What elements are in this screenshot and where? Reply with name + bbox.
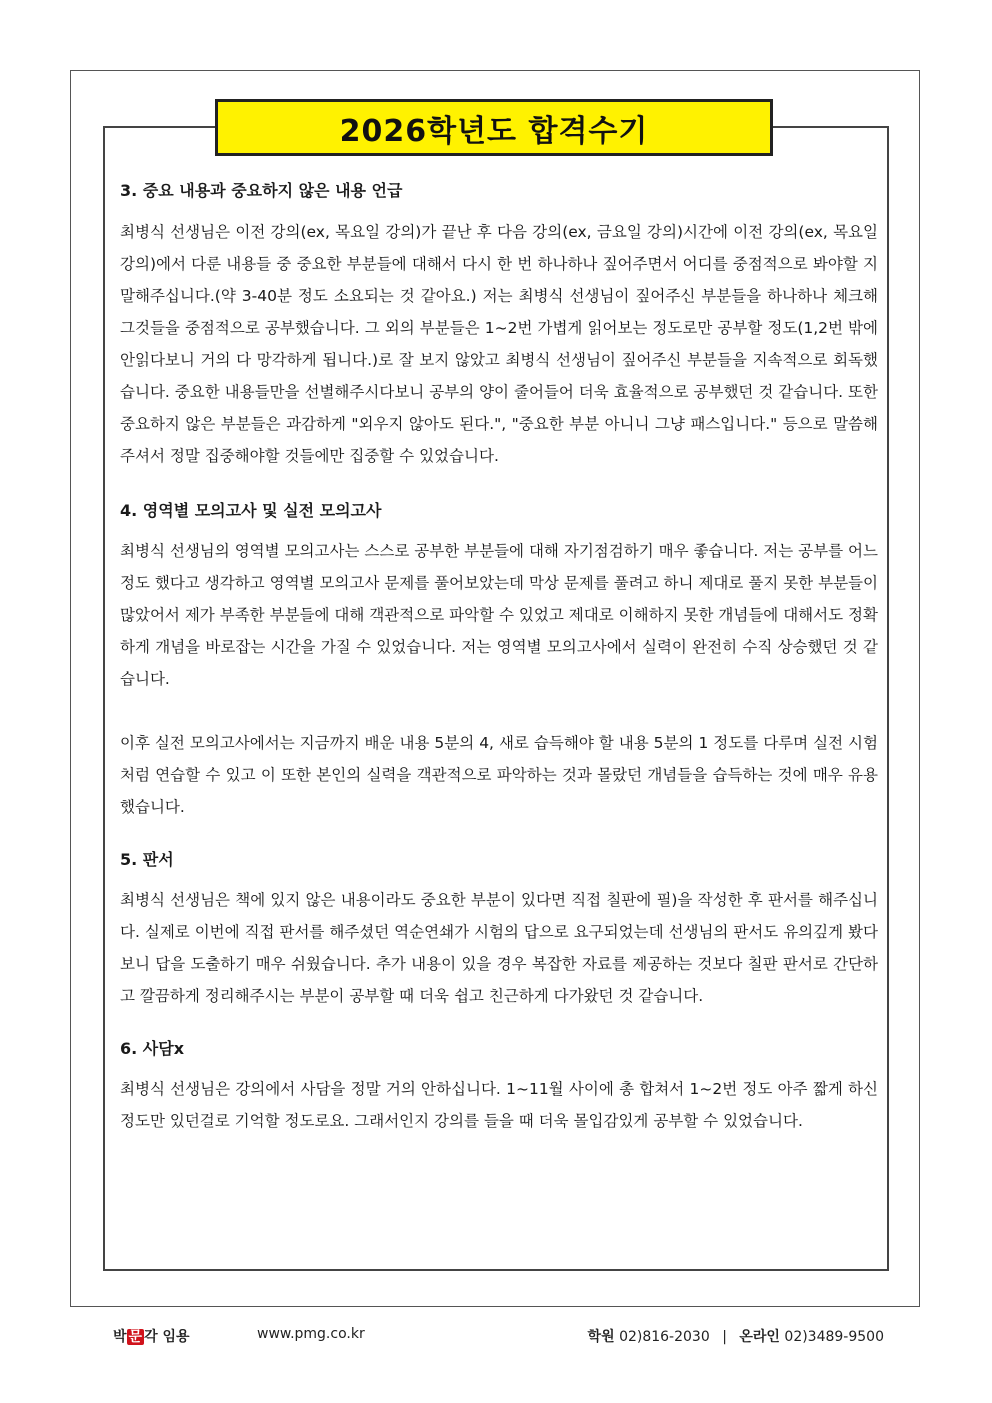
section-5 [120, 841, 878, 1012]
online-label: 온라인 [739, 1329, 780, 1345]
academy-label: 학원 [587, 1329, 615, 1345]
online-phone: 02)3489-9500 [784, 1329, 884, 1345]
logo-highlight: 문 [128, 1329, 143, 1345]
section-paragraph: 최병식 선생님은 이전 강의(ex, 목요일 강의)가 끝난 후 다음 강의(ex, 금요일 강의)시간에 이전 강의(ex, 목요일 강의)에서 다룬 내용들 중 중요한 부분들에 대해서 다시 한 번 하나하나 짚어주면서 어디를 중점적으로 봐야할 지 말해주십니다.(약 3-40분 정도 소요되는 것 같아요.) 저는 최병식 선생님이 짚어주신 부분들을 하나하나 체크해 그것들을 중점적으로 공부했습니다. 그 외의 부분들은 1~2번 가볍게 읽어보는 정도로만 공부할 정도(1,2번 밖에 안읽다보니 거의 다 망각하게 됩니다.)로 잘 보지 않았고 최병식 선생님이 짚어주신 부분들을 지속적으로 회독했습니다. 중요한 내용들만을 선별해주시다보니 공부의 양이 줄어들어 더욱 효율적으로 공부했던 것 같습니다. 또한 중요하지 않은 부분들은 과감하게 "외우지 않아도 된다.", "중요한 부분 아니니 그냥 패스입니다." 등으로 말씀해주셔서 정말 집중해야할 것들에만 집중할 수 있었습니다. [120, 223, 878, 465]
contact-info [588, 1326, 884, 1346]
academy-phone: 02)816-2030 [619, 1329, 710, 1345]
section-6 [120, 1030, 878, 1137]
website-link[interactable]: www.pmg.co.kr [257, 1326, 365, 1342]
logo-text: 각 임용 [144, 1329, 190, 1345]
section-heading: 4. 영역별 모의고사 및 실전 모의고사 [120, 501, 382, 520]
document-body [120, 172, 878, 1137]
section-paragraph: 최병식 선생님은 책에 있지 않은 내용이라도 중요한 부분이 있다면 직접 칠판에 필)을 작성한 후 판서를 해주십니다. 실제로 이번에 직접 판서를 해주셨던 역순연쇄가 시험의 답으로 요구되었는데 선생님의 판서도 유의깊게 봤다보니 답을 도출하기 매우 쉬웠습니다. 추가 내용이 있을 경우 복잡한 자료를 제공하는 것보다 칠판 판서로 간단하고 깔끔하게 정리해주시는 부분이 공부할 때 더욱 쉽고 친근하게 다가왔던 것 같습니다. [120, 891, 878, 1005]
footer [0, 1320, 992, 1350]
logo-text: 박 [113, 1329, 127, 1345]
section-paragraph: 최병식 선생님은 강의에서 사담을 정말 거의 안하십니다. 1~11월 사이에 총 합쳐서 1~2번 정도 아주 짧게 하신 정도만 있던걸로 기억할 정도로요. 그래서인지 강의를 들을 때 더욱 몰입감있게 공부할 수 있었습니다. [120, 1080, 878, 1130]
section-heading: 6. 사담x [120, 1039, 185, 1058]
section-heading: 5. 판서 [120, 850, 174, 869]
section-paragraph: 최병식 선생님의 영역별 모의고사는 스스로 공부한 부분들에 대해 자기점검하기 매우 좋습니다. 저는 공부를 어느 정도 했다고 생각하고 영역별 모의고사 문제를 풀어보았는데 막상 문제를 풀려고 하니 제대로 풀지 못한 부분들이 많았어서 제가 부족한 부분들에 대해 객관적으로 파악할 수 있었고 제대로 이해하지 못한 개념들에 대해서도 정확하게 개념을 바로잡는 시간을 가질 수 있었습니다. 저는 영역별 모의고사에서 실력이 완전히 수직 상승했던 것 같습니다. [120, 542, 878, 688]
section-heading: 3. 중요 내용과 중요하지 않은 내용 언급 [120, 181, 403, 200]
section-3 [120, 172, 878, 472]
brand-logo[interactable] [113, 1326, 190, 1346]
page-title: 2026학년도 합격수기 [215, 99, 773, 156]
section-paragraph: 이후 실전 모의고사에서는 지금까지 배운 내용 5분의 4, 새로 습득해야 할 내용 5분의 1 정도를 다루며 실전 시험처럼 연습할 수 있고 이 또한 본인의 실력을 객관적으로 파악하는 것과 몰랐던 개념들을 습득하는 것에 매우 유용했습니다. [120, 734, 878, 816]
separator: | [722, 1329, 727, 1345]
section-4 [120, 492, 878, 823]
